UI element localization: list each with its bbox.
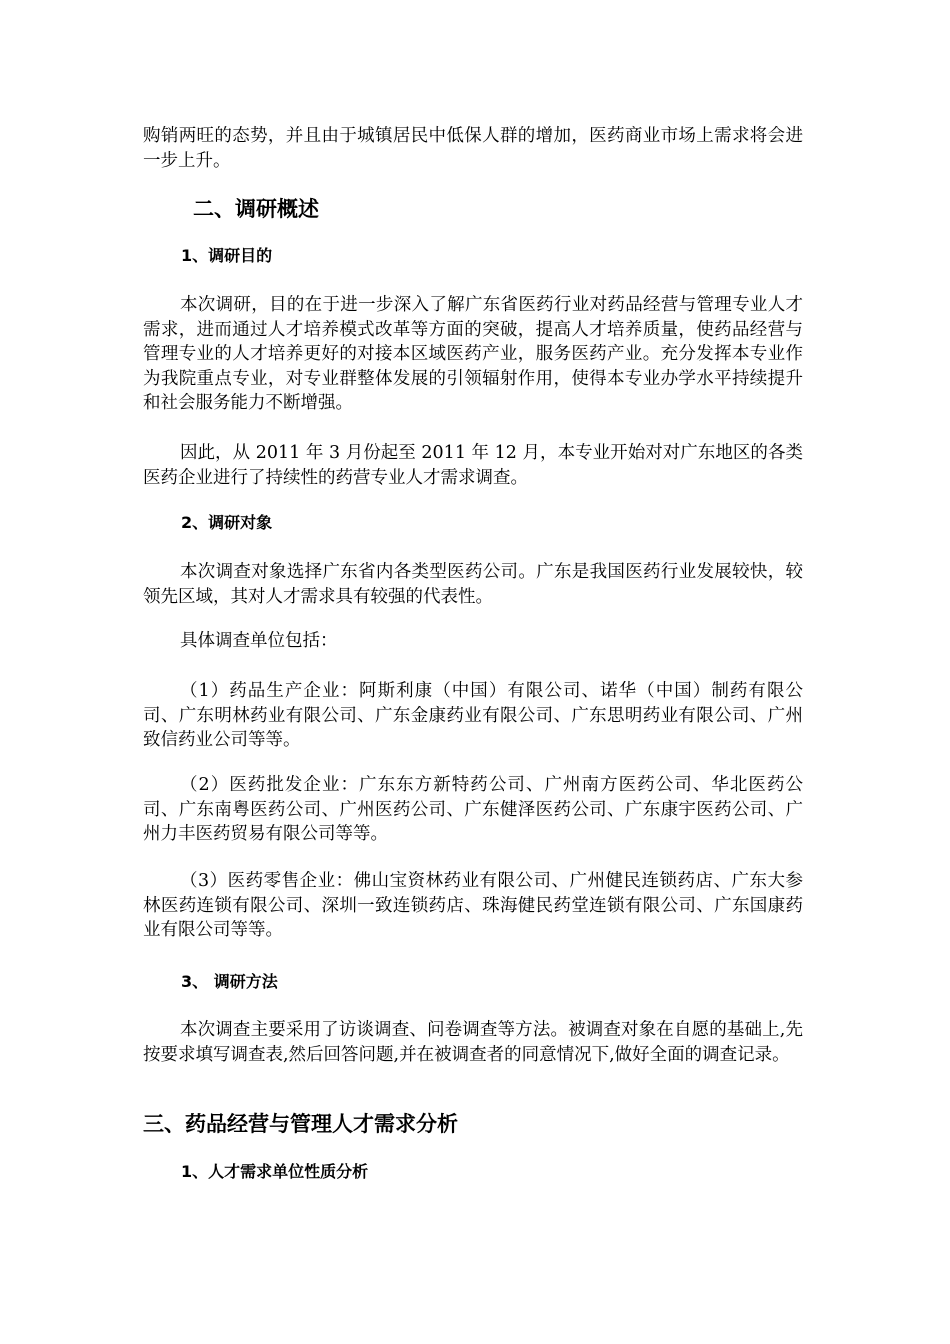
intro-paragraph: 购销两旺的态势，并且由于城镇居民中低保人群的增加，医药商业市场上需求将会进一步上升。 [143, 126, 803, 171]
section-2-heading: 二、调研概述 [193, 197, 319, 221]
units-intro-paragraph: 具体调查单位包括： [180, 631, 338, 651]
retailers-paragraph: （3）医药零售企业：佛山宝资林药业有限公司、广州健民连锁药店、广东大参林医药连锁有限公司、深圳一致连锁药店、珠海健民药堂连锁有限公司、广东国康药业有限公司等等。 [143, 871, 803, 940]
section-3-1-heading: 1、人才需求单位性质分析 [181, 1162, 369, 1181]
methods-paragraph: 本次调查主要采用了访谈调查、问卷调查等方法。被调查对象在自愿的基础上,先按要求填写调查表,然后回答问题,并在被调查者的同意情况下,做好全面的调查记录。 [143, 1020, 803, 1065]
section-2-1-heading: 1、调研目的 [181, 246, 273, 265]
section-2-3-heading: 3、 调研方法 [181, 972, 278, 991]
manufacturers-paragraph: （1）药品生产企业：阿斯利康（中国）有限公司、诺华（中国）制药有限公司、广东明林药业有限公司、广东金康药业有限公司、广东思明药业有限公司、广州致信药业公司等等。 [143, 681, 803, 750]
section-3-heading: 三、药品经营与管理人才需求分析 [143, 1112, 458, 1136]
section-2-2-heading: 2、调研对象 [181, 513, 273, 532]
purpose-paragraph: 本次调研，目的在于进一步深入了解广东省医药行业对药品经营与管理专业人才需求，进而通过人才培养模式改革等方面的突破，提高人才培养质量，使药品经营与管理专业的人才培养更好的对接本区域医药产业，服务医药产业。充分发挥本专业作为我院重点专业，对专业群整体发展的引领辐射作用，使得本专业办学水平持续提升和社会服务能力不断增强。 [143, 295, 803, 413]
wholesalers-paragraph: （2）医药批发企业：广东东方新特药公司、广州南方医药公司、华北医药公司、广东南粤医药公司、广州医药公司、广东健泽医药公司、广东康宇医药公司、广州力丰医药贸易有限公司等等。 [143, 775, 803, 844]
subjects-paragraph: 本次调查对象选择广东省内各类型医药公司。广东是我国医药行业发展较快，较领先区域，其对人才需求具有较强的代表性。 [143, 562, 803, 607]
timeline-paragraph: 因此，从 2011 年 3 月份起至 2011 年 12 月，本专业开始对对广东地区的各类医药企业进行了持续性的药营专业人才需求调查。 [143, 443, 803, 488]
